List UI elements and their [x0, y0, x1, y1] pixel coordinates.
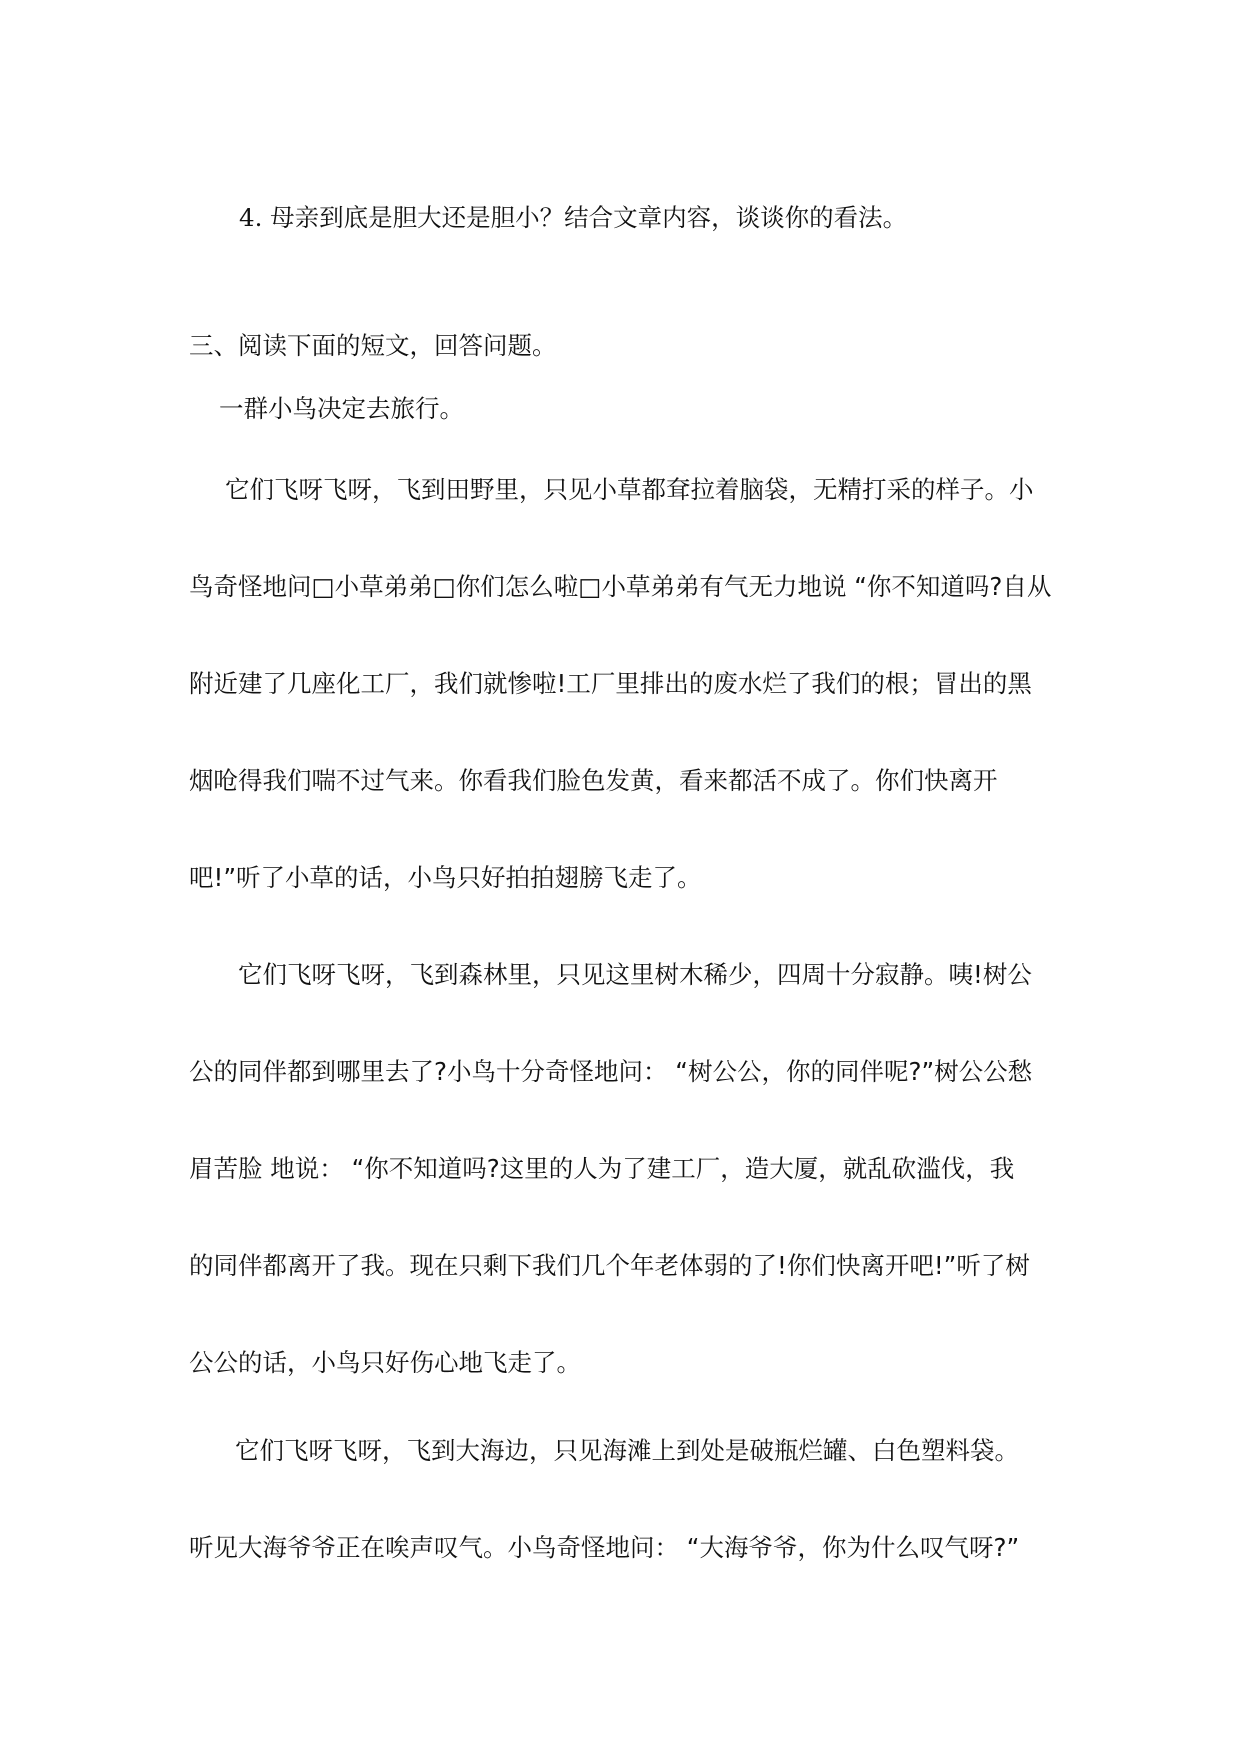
- passage-line: 它们飞呀飞呀，飞到森林里，只见这里树木稀少，四周十分寂静。咦!树公: [238, 960, 1032, 989]
- passage-line: 烟呛得我们喘不过气来。你看我们脸色发黄，看来都活不成了。你们快离开: [189, 766, 998, 795]
- question-4: 4. 母亲到底是胆大还是胆小？结合文章内容，谈谈你的看法。: [239, 203, 908, 232]
- passage-line: 的同伴都离开了我。现在只剩下我们几个年老体弱的了!你们快离开吧!”听了树: [189, 1251, 1030, 1280]
- passage-line: 它们飞呀飞呀，飞到田野里，只见小草都耷拉着脑袋，无精打采的样子。小: [225, 475, 1034, 504]
- passage-line: 公公的话，小鸟只好伤心地飞走了。: [189, 1348, 581, 1377]
- passage-line: 眉苦脸 地说： “你不知道吗?这里的人为了建工厂，造大厦，就乱砍滥伐，我: [189, 1154, 1015, 1183]
- passage-line: 一群小鸟决定去旅行。: [219, 394, 464, 423]
- section-heading: 三、阅读下面的短文，回答问题。: [189, 331, 557, 360]
- passage-line: 它们飞呀飞呀，飞到大海边，只见海滩上到处是破瓶烂罐、白色塑料袋。: [235, 1436, 1019, 1465]
- passage-line: 附近建了几座化工厂，我们就惨啦!工厂里排出的废水烂了我们的根；冒出的黑: [189, 669, 1032, 698]
- passage-line: 公的同伴都到哪里去了?小鸟十分奇怪地问： “树公公，你的同伴呢?”树公公愁: [189, 1057, 1033, 1086]
- passage-line: 听见大海爷爷正在唉声叹气。小鸟奇怪地问： “大海爷爷，你为什么叹气呀?”: [189, 1533, 1020, 1562]
- passage-line: 鸟奇怪地问□小草弟弟□你们怎么啦□小草弟弟有气无力地说 “你不知道吗?自从: [189, 572, 1052, 601]
- passage-line: 吧!”听了小草的话，小鸟只好拍拍翅膀飞走了。: [189, 863, 702, 892]
